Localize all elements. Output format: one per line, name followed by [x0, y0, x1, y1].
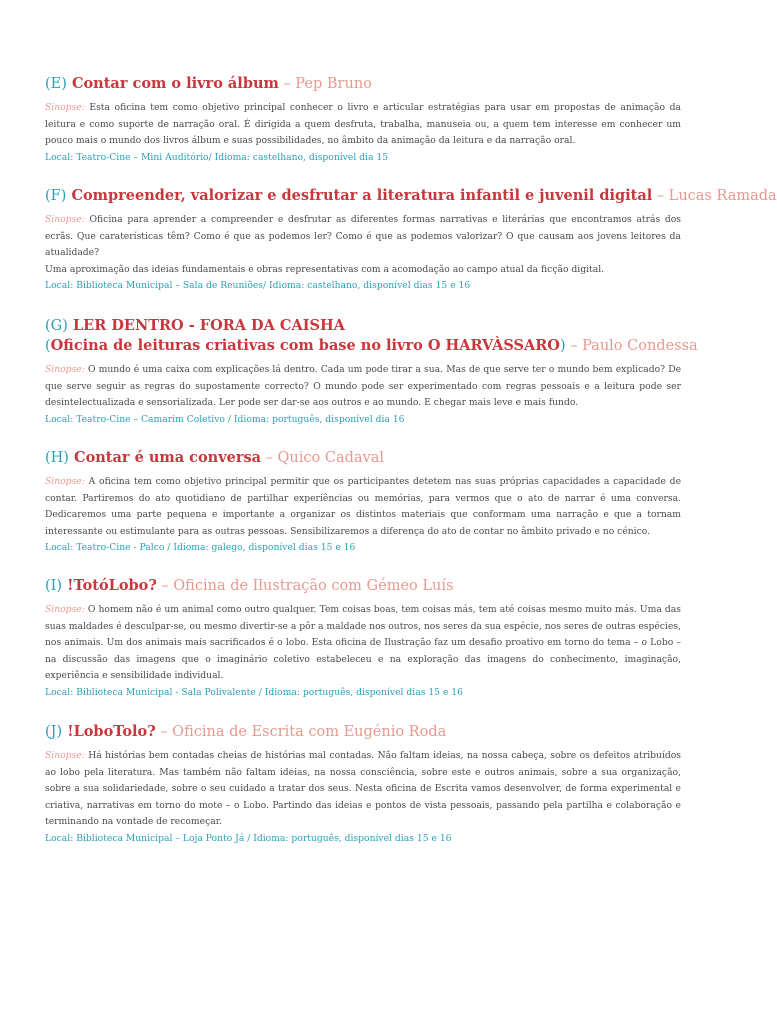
workshop-g-open-paren: ( [45, 338, 51, 354]
workshop-g-synopsis [45, 362, 681, 412]
workshop-g-subheading [45, 336, 698, 356]
workshop-j-heading [45, 722, 681, 742]
workshop-j-author: – Oficina de Escrita com Eugénio Roda [155, 724, 447, 740]
workshop-e [45, 74, 681, 165]
workshop-g-subtitle: Oficina de leituras criativas com base no livro O HARVÀSSARO [50, 337, 560, 354]
workshop-f-title: Compreender, valorizar e desfrutar a literatura infantil e juvenil digital [71, 187, 653, 204]
sinopse-label: Sinopse: [45, 214, 85, 225]
workshop-e-title: Contar com o livro álbum [71, 75, 279, 92]
sinopse-label: Sinopse: [45, 750, 85, 761]
workshop-j-letter: (J) [45, 724, 63, 740]
workshop-g-letter: (G) [45, 318, 68, 334]
workshop-i-author: – Oficina de Ilustração com Gémeo Luís [156, 578, 454, 594]
workshop-f-local: Local: Biblioteca Municipal – Sala de Reuniões/ Idioma: castelhano, disponível dias 15 e 16 [45, 280, 471, 292]
workshop-f-extra: Uma aproximação das ideias fundamentais e obras representativas com a acomodação ao campo atual da ficção digital. [45, 263, 605, 275]
workshop-g-local: Local: Teatro-Cine – Camarim Coletivo / Idioma: português, disponível dia 16 [45, 413, 405, 425]
workshop-e-local: Local: Teatro-Cine – Mini Auditório/ Idioma: castelhano, disponível dia 15 [45, 151, 389, 163]
workshop-i-local: Local: Biblioteca Municipal - Sala Polivalente / Idioma: português, disponível dias 15 e 16 [45, 686, 463, 698]
workshop-g-heading [45, 316, 681, 336]
workshop-i-heading [45, 576, 681, 596]
workshop-e-text: Esta oficina tem como objetivo principal conhecer o livro e articular estratégias para usar em propostas de animação da leitura e como suporte de narração oral. É dirigida a quem desfruta, trabalha, manuseia ou, a quem tem interesse em conhecer um pouco mais o mundo dos livros álbum e suas possibilidades, no âmbito da animação da leitura e da narração oral. [45, 102, 681, 147]
workshop-h-author: – Quico Cadaval [261, 450, 384, 466]
workshop-g-text: O mundo é uma caixa com explicações lá dentro. Cada um pode tirar a sua. Mas de que serve ter o mundo bem explicado? De que serve seguir as regras do supostamente correcto? O mundo pode ser experimentado com regras pessoais e a leitura pode ser desintelectualizada e sensorializada. Ler pode ser dar-se aos outros e ao mundo. E chegar mais leve e mais fundo. [45, 364, 682, 409]
workshop-e-letter: (E) [45, 76, 67, 92]
workshop-h-title: Contar é uma conversa [74, 449, 262, 466]
sinopse-label: Sinopse: [45, 476, 85, 487]
workshop-j-synopsis [45, 748, 681, 831]
workshop-j-text: Há histórias bem contadas cheias de histórias mal contadas. Não faltam ideias, na nossa cabeça, sobre os defeitos atribuídos ao lobo pela literatura. Mas também não faltam ideias, na nossa consciência, sobre este e outros animais, sobre a sua organização, sobre a sua solidariedade, sobre o seu cuidado a tratar dos seus. Nesta oficina de Escrita vamos desenvolver, de forma experimental e criativa, narrativas em torno do mote – o Lobo. Partindo das ideias e pontos de vista pessoais, passando pela partilha e colaboração e terminando na vontade de recomeçar. [45, 750, 682, 828]
workshop-f-letter: (F) [45, 188, 67, 204]
workshop-h-text: A oficina tem como objetivo principal permitir que os participantes detetem nas suas próprias capacidades a capacidade de contar. Partiremos do ato quotidiano de partilhar experiências ou memórias, para vermos que o ato de narrar é uma conversa. Dedicaremos uma parte pequena e importante a organizar os distintos materiais que conformam uma narração e que a tornam interessante ou estimulante para as outras pessoas. Sensibilizaremos a diferença do ato de contar no âmbito privado e no cénico. [45, 476, 682, 537]
workshop-g [45, 316, 698, 427]
sinopse-label: Sinopse: [45, 604, 85, 615]
workshop-i-synopsis [45, 602, 681, 685]
workshop-f-text: Oficina para aprender a compreender e desfrutar as diferentes formas narrativas e literárias que encontramos atrás dos ecrãs. Que caraterísticas têm? Como é que as podemos ler? Como é que as podemos valorizar? O que causam aos jovens leitores da atualidade? [45, 214, 681, 259]
workshop-h-local: Local: Teatro-Cine - Palco / Idioma: galego, disponível dias 15 e 16 [45, 542, 356, 554]
workshop-j-local: Local: Biblioteca Municipal – Loja Ponto Já / Idioma: português, disponível dias 15 e 16 [45, 832, 452, 844]
workshop-f-heading [45, 186, 777, 206]
workshop-j [45, 722, 681, 846]
workshop-f-author: – Lucas Ramada [652, 188, 777, 204]
sinopse-label: Sinopse: [45, 364, 85, 375]
workshop-h [45, 448, 681, 555]
workshop-i [45, 576, 681, 700]
workshop-j-title: !LoboTolo? [67, 723, 156, 740]
workshop-e-heading [45, 74, 681, 94]
workshop-g-close-paren: ) [559, 338, 566, 354]
workshop-i-title: !TotóLobo? [67, 577, 157, 594]
workshop-f-synopsis [45, 212, 681, 278]
workshop-g-title: LER DENTRO - FORA DA CAISHA [72, 317, 345, 334]
workshop-e-author: – Pep Bruno [278, 76, 372, 92]
workshop-i-letter: (I) [45, 578, 63, 594]
workshop-f [45, 186, 777, 293]
workshop-h-letter: (H) [45, 450, 69, 466]
workshop-h-synopsis [45, 474, 681, 540]
workshop-i-text: O homem não é um animal como outro qualquer. Tem coisas boas, tem coisas más, tem até coisas mesmo muito más. Uma das suas maldades é desculpar-se, ou mesmo divertir-se a pôr a maldade nos outros, nos seres da sua espécie, nos seres de outras espécies, nos animais. Um dos animais mais sacrificados é o lobo. Esta oficina de Ilustração faz um desafio proativo em torno do tema – o Lobo – na discussão das imagens que o imaginário coletivo estabeleceu e na exploração das imagens do conhecimento, imaginação, experiência e sensibilidade individual. [45, 604, 682, 682]
workshop-h-heading [45, 448, 681, 468]
sinopse-label: Sinopse: [45, 102, 85, 113]
workshop-e-synopsis [45, 100, 681, 150]
workshop-g-author: – Paulo Condessa [565, 338, 698, 354]
